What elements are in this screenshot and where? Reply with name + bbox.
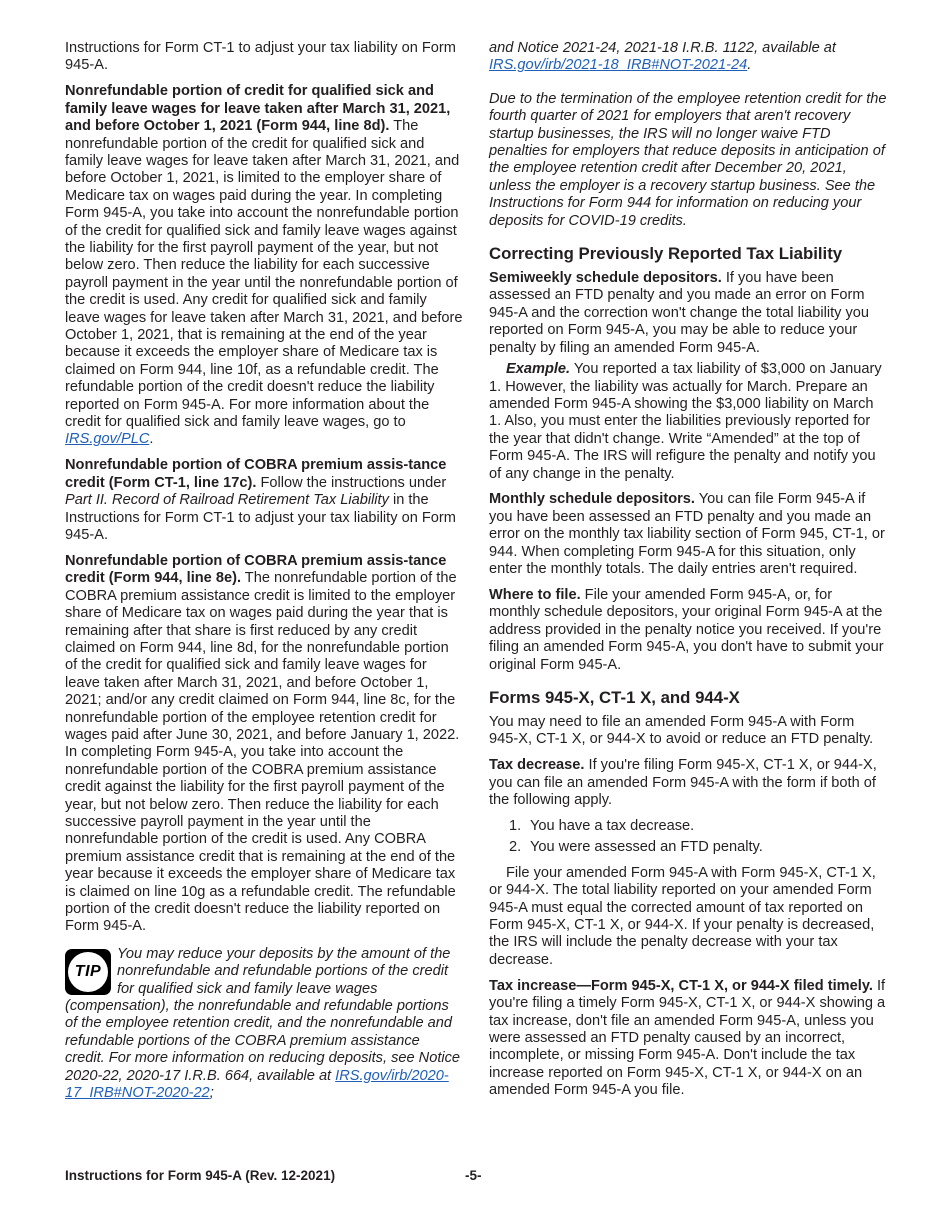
cobra-ct1-paragraph	[65, 457, 463, 544]
where-to-file-paragraph	[489, 587, 887, 674]
tip-end: ;	[209, 1085, 214, 1102]
cobra-ct1-text: Follow the instructions under	[256, 474, 447, 491]
left-column	[65, 40, 463, 1102]
tax-increase-paragraph	[489, 978, 887, 1100]
list-number: 2.	[509, 839, 522, 856]
tip-text: You may reduce your deposits by the amount of the nonrefundable and refundable portions of the credit for qualified sick and family leave wages (compensation), the nonrefundable and refundable portions of the employee retention credit, and the nonrefundable and refundable portions of the COBRA premium assistance credit. For more information on reducing deposits, see Notice 2020-22, 2020-17 I.R.B. 664, available at	[65, 945, 461, 1084]
cobra-ct1-reference: Part II. Record of Railroad Retirement Tax Liability	[65, 492, 389, 509]
list-item	[489, 839, 887, 856]
tip-label: TIP	[68, 952, 108, 992]
conditions-list	[489, 818, 887, 857]
monthly-heading: Monthly schedule depositors.	[489, 491, 695, 508]
where-to-file-heading: Where to file.	[489, 586, 581, 603]
tip-continuation-text: and Notice 2021-24, 2021-18 I.R.B. 1122, available at	[489, 40, 836, 56]
sentence-end: .	[149, 431, 154, 448]
sick-leave-credit-paragraph	[65, 83, 463, 449]
tax-decrease-paragraph	[489, 757, 887, 809]
cobra-944-paragraph	[65, 553, 463, 936]
section-heading-forms: Forms 945-X, CT-1 X, and 944-X	[489, 688, 740, 707]
example-paragraph	[489, 361, 887, 483]
footer-title: Instructions for Form 945-A (Rev. 12-2021)	[65, 1168, 336, 1183]
monthly-paragraph	[489, 491, 887, 578]
monthly-text: You can file Form 945-A if you have been assessed an FTD penalty and you made an error on the monthly tax liability section of Form 945, CT-1, or 944. When completing Form 945-A for this situation, only enter the monthly totals. The daily entries aren't required.	[489, 491, 885, 578]
cobra-ct1-text-end: in the Instructions for Form CT-1 to adjust your tax liability on Form 945-A.	[65, 492, 456, 543]
tax-increase-heading: Tax increase—Form 945-X, CT-1 X, or 944-X filed timely.	[489, 977, 873, 994]
notice-2020-22-link[interactable]: IRS.gov/irb/2020-17_IRB#NOT-2020-22	[65, 1067, 449, 1102]
file-amended-paragraph: File your amended Form 945-A with Form 945-X, CT-1 X, or 944-X. The total liability reported on your amended Form 945-A must equal the corrected amount of tax reported on Form 945-X, CT-1 X, or 944-X. If your penalty is decreased, the IRS will include the penalty decrease with your tax decrease.	[489, 864, 876, 968]
sentence-end: .	[747, 57, 752, 74]
cobra-944-heading: Nonrefundable portion of COBRA premium assis-tance credit (Form 944, line 8e).	[65, 552, 447, 587]
tip-note	[65, 946, 463, 1103]
list-item	[489, 818, 887, 835]
list-text: You have a tax decrease.	[530, 818, 695, 835]
list-number: 1.	[509, 818, 522, 835]
right-column	[489, 40, 887, 1108]
tax-increase-text: If you're filing a timely Form 945-X, CT-1 X, or 944-X showing a tax increase, don't file an amended Form 945-A, unless you were assessed an FTD penalty caused by an incorrect, incomplete, or missing Form 945-A. Don't include the tax increase reported on Form 945-X, CT-1 X, or 944-X on an amended Form 945-A you file.	[489, 977, 886, 1099]
where-to-file-text: File your amended Form 945-A, or, for monthly schedule depositors, your original Form 945-A at the address provided in the penalty notice you received. If you're filing an amended Form 945-A, you don't have to submit your original Form 945-A.	[489, 586, 884, 673]
example-text: You reported a tax liability of $3,000 on January 1. However, the liability was actually for March. Prepare an amended Form 945-A showing the $3,000 liability on March 1. Also, you must enter the liabilities previously reported for the year that didn't change. Write “Amended” at the top of Form 945-A. The IRS will refigure the penalty and notify you of any change in the penalty.	[489, 361, 882, 482]
notice-2021-24-link[interactable]: IRS.gov/irb/2021-18_IRB#NOT-2021-24	[489, 57, 748, 74]
cobra-944-text: The nonrefundable portion of the COBRA premium assistance credit is limited to the employer share of Medicare tax on wages paid during the year that is remaining after that share is first reduced by any credit claimed on Form 944, line 8d, for the nonrefundable portion of the credit for qualified sick and family leave wages for leave taken after March 31, 2021, and before October 1, 2021; and/or any credit claimed on Form 944, line 8c, for the nonrefundable portion of the employee retention credit for wages paid after June 30, 2021, and before January 1, 2022. In completing Form 945-A, you take into account the nonrefundable portion of the COBRA premium assistance credit against the liability for the first payroll payment of the year, but not below zero. Then reduce the liability for each successive payroll payment in the year until the nonrefundable portion of the credit is used. Any COBRA premium assistance credit that is remaining at the end of the year because it exceeds the employer share of Medicare tax is claimed on line 10g as a refundable credit. The refundable portion of the credit doesn't reduce the liability reported on Form 945-A.	[65, 570, 460, 935]
semiweekly-text: If you have been assessed an FTD penalty and you made an error on Form 945-A and the correction won't change the total liability you reported on Form 945-A, you may be able to reduce your penalty by filing an amended Form 945-A.	[489, 270, 870, 356]
tax-decrease-heading: Tax decrease.	[489, 757, 585, 774]
tax-decrease-text: If you're filing Form 945-X, CT-1 X, or 944-X, you can file an amended Form 945-A with the form if both of the following apply.	[489, 757, 877, 809]
forms-paragraph: You may need to file an amended Form 945-A with Form 945-X, CT-1 X, or 944-X to avoid or reduce an FTD penalty.	[489, 714, 874, 748]
example-heading: Example.	[506, 361, 571, 378]
sick-leave-credit-heading: Nonrefundable portion of credit for qualified sick and family leave wages for leave taken after March 31, 2021, and before October 1, 2021 (Form 944, line 8d).	[65, 83, 451, 135]
semiweekly-heading: Semiweekly schedule depositors.	[489, 270, 722, 287]
semiweekly-paragraph	[489, 270, 887, 357]
erc-termination-note: Due to the termination of the employee retention credit for the fourth quarter of 2021 for employers that aren't recovery startup businesses, the IRS will no longer waive FTD penalties for employers that reduce deposits in anticipation of the employee retention credit after December 20, 2021, unless the employer is a recovery startup business. See the Instructions for Form 944 for information on reducing your deposits for COVID-19 credits.	[489, 90, 887, 229]
irs-plc-link[interactable]: IRS.gov/PLC	[65, 431, 150, 448]
sick-leave-credit-text: The nonrefundable portion of the credit for qualified sick and family leave wages for leave taken after March 31, 2021, and before October 1, 2021, is limited to the employer share of Medicare tax on wages paid during the year. In completing Form 945-A, you take into account the nonrefundable portion of the credit for qualified sick and family leave wages against the liability for the first payroll payment of the year, but not below zero. Then reduce the liability for each successive payroll payment in the year until the nonrefundable portion of the credit is used. Any credit for qualified sick and family leave wages for leave taken after March 31, 2021, and before October 1, 2021, that is remaining at the end of the year because it exceeds the employer share of Medicare tax is claimed on Form 944, line 10f, as a refundable credit. The refundable portion of the credit doesn't reduce the liability reported on Form 945-A. For more information about the credit for qualified sick and family leave wages, go to	[65, 118, 463, 431]
continued-paragraph: Instructions for Form CT-1 to adjust your tax liability on Form 945-A.	[65, 40, 456, 74]
tip-icon	[65, 949, 111, 995]
list-text: You were assessed an FTD penalty.	[530, 839, 763, 856]
page-number: -5-	[465, 1168, 482, 1183]
cobra-ct1-heading: Nonrefundable portion of COBRA premium assis-tance credit (Form CT-1, line 17c).	[65, 457, 447, 491]
section-heading-correcting: Correcting Previously Reported Tax Liability	[489, 244, 843, 264]
tip-continuation	[489, 40, 887, 75]
